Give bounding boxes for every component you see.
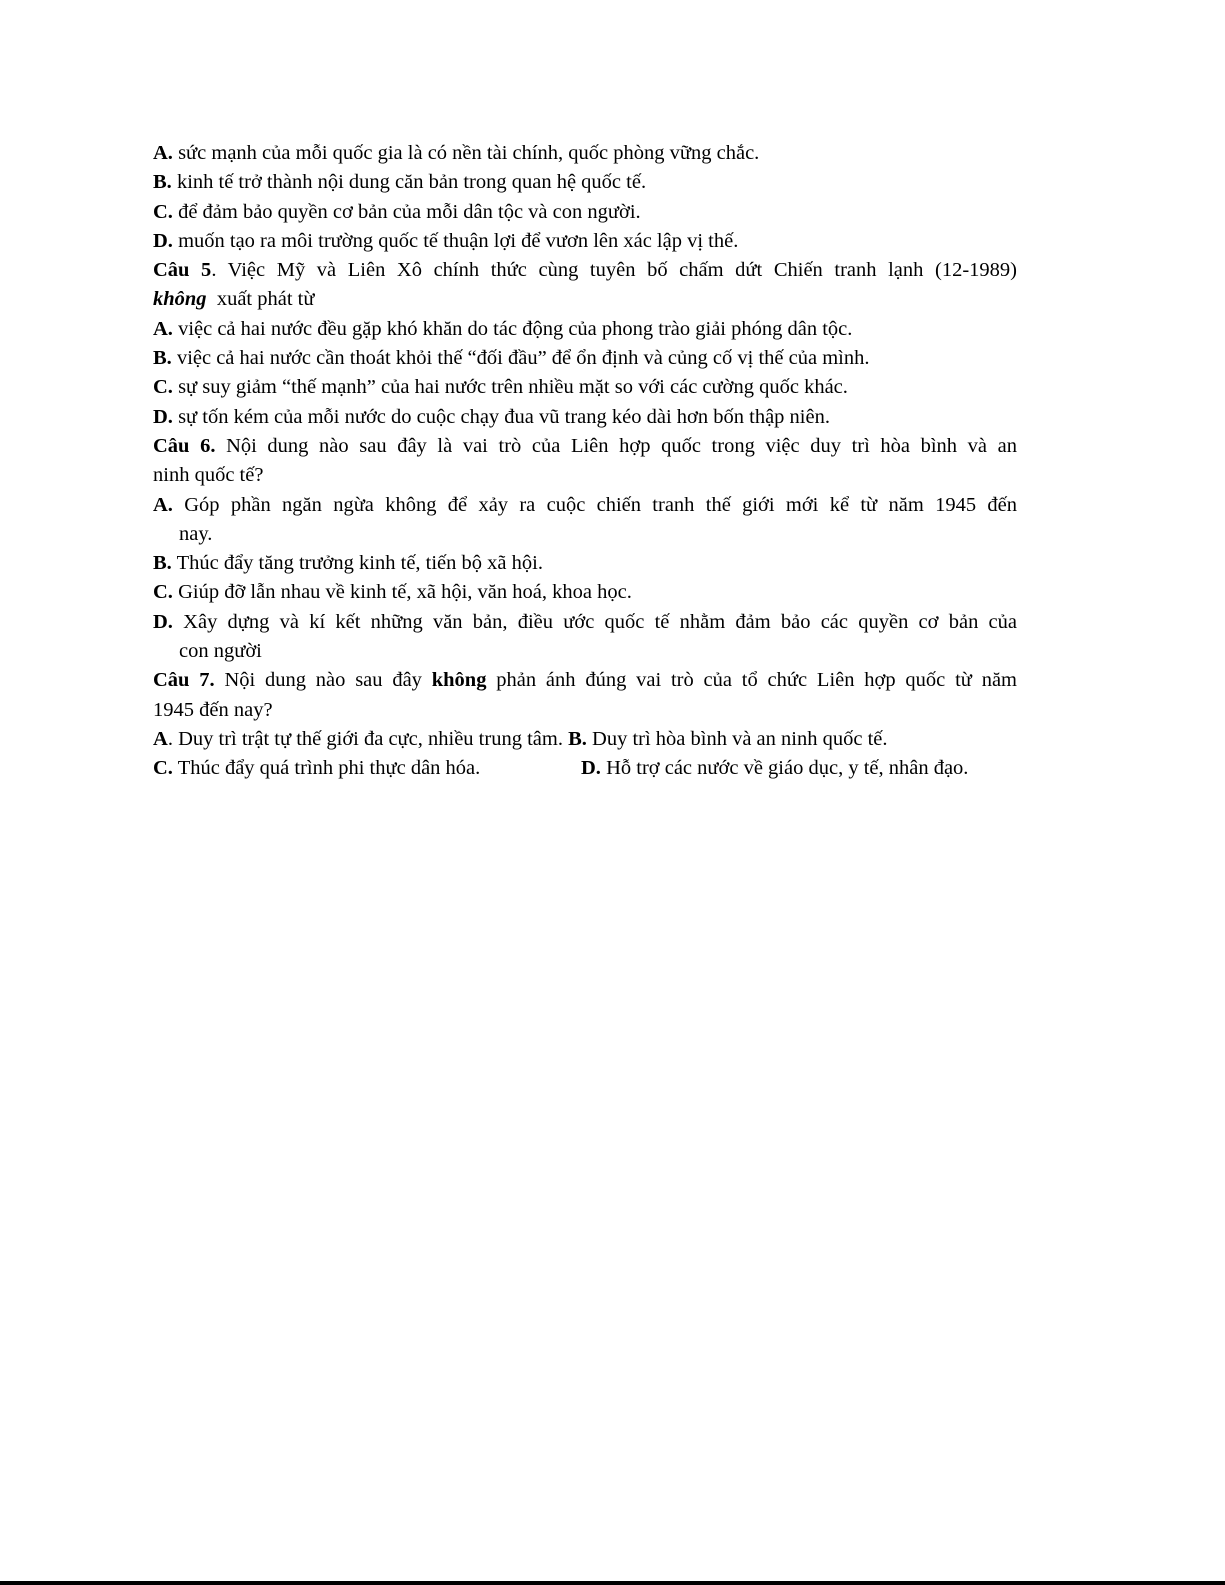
option-text: Thúc đẩy quá trình phi thực dân hóa. xyxy=(172,757,481,780)
q5-option-a xyxy=(153,315,1017,344)
option-letter: B. xyxy=(568,727,587,750)
option-text: sự suy giảm “thế mạnh” của hai nước trên nhiều mặt so với các cường quốc khác. xyxy=(172,376,848,399)
question-stem-text: xuất phát từ xyxy=(206,288,315,311)
option-text: sức mạnh của mỗi quốc gia là có nền tài chính, quốc phòng vững chắc. xyxy=(172,142,760,164)
option-letter: A. xyxy=(153,317,173,340)
q7-options-row-1 xyxy=(153,725,1017,754)
question-stem-text: Nội dung nào sau đây xyxy=(214,669,432,692)
option-text: sự tốn kém của mỗi nước do cuộc chạy đua vũ trang kéo dài hơn bốn thập niên. xyxy=(172,405,830,428)
option-text: Hỗ trợ các nước về giáo dục, y tế, nhân đạo. xyxy=(600,757,969,780)
option-text: Xây dựng và kí kết những văn bản, điều ước quốc tế nhằm đảm bảo các quyền cơ bản của xyxy=(172,610,1017,633)
question-label: Câu 5 xyxy=(153,259,212,282)
option-letter: C. xyxy=(153,376,173,399)
q7-options-row-2 xyxy=(153,754,1017,783)
q6-option-a xyxy=(153,491,1017,520)
q7-stem xyxy=(153,666,1017,695)
q4-option-b xyxy=(153,168,1017,197)
page-bottom-border xyxy=(0,1581,1225,1585)
option-letter: A. xyxy=(153,493,173,516)
option-letter: D. xyxy=(581,757,601,780)
q4-option-a xyxy=(153,139,1017,168)
question-stem-text: . Việc Mỹ và Liên Xô chính thức cùng tuyên bố chấm dứt Chiến tranh lạnh (12-1989) xyxy=(211,259,1017,282)
question-label: Câu 6. xyxy=(153,434,216,457)
question-label: Câu 7. xyxy=(153,669,215,692)
q5-option-c xyxy=(153,373,1017,402)
option-letter: B. xyxy=(153,347,172,370)
option-letter: C. xyxy=(153,200,173,223)
option-letter: B. xyxy=(153,552,172,575)
q5-stem xyxy=(153,256,1017,285)
option-letter: C. xyxy=(153,581,173,604)
q5-option-d xyxy=(153,403,1017,432)
option-letter: B. xyxy=(153,171,172,194)
option-text: việc cả hai nước đều gặp khó khăn do tác động của phong trào giải phóng dân tộc. xyxy=(172,317,853,340)
q4-option-d xyxy=(153,227,1017,256)
option-text: . Duy trì trật tự thế giới đa cực, nhiều trung tâm. xyxy=(167,727,569,750)
q5-option-b xyxy=(153,344,1017,373)
q6-option-d-continued: con người xyxy=(179,640,262,663)
option-letter: A xyxy=(153,727,168,750)
q6-option-a-continued: nay. xyxy=(179,522,213,545)
option-text: để đảm bảo quyền cơ bản của mỗi dân tộc và con người. xyxy=(172,200,641,223)
option-letter: D. xyxy=(153,229,173,252)
option-text: muốn tạo ra môi trường quốc tế thuận lợi để vươn lên xác lập vị thế. xyxy=(172,229,739,252)
question-stem-text: Nội dung nào sau đây là vai trò của Liên hợp quốc trong việc duy trì hòa bình và an xyxy=(215,434,1017,457)
option-text: Giúp đỡ lẫn nhau về kinh tế, xã hội, văn hoá, khoa học. xyxy=(172,581,632,604)
q6-stem xyxy=(153,432,1017,461)
option-text: Góp phần ngăn ngừa không để xảy ra cuộc chiến tranh thế giới mới kể từ năm 1945 đến xyxy=(172,493,1017,516)
q7-option-d xyxy=(581,754,968,783)
option-text: kinh tế trở thành nội dung căn bản trong quan hệ quốc tế. xyxy=(171,171,647,194)
option-letter: D. xyxy=(153,610,173,633)
option-text: Thúc đẩy tăng trưởng kinh tế, tiến bộ xã hội. xyxy=(171,552,543,575)
option-letter: A. xyxy=(153,142,173,164)
question-stem-text: phản ánh đúng vai trò của tổ chức Liên hợp quốc từ năm xyxy=(486,669,1017,692)
q6-option-d xyxy=(153,608,1017,637)
q7-option-c xyxy=(153,754,581,783)
emphasis-word: không xyxy=(431,669,487,692)
q5-stem-continued xyxy=(153,285,1017,314)
option-text: việc cả hai nước cần thoát khỏi thế “đối đầu” để ổn định và củng cố vị thế của mình. xyxy=(171,347,870,370)
emphasis-word: không xyxy=(153,288,207,311)
option-letter: C. xyxy=(153,757,173,780)
option-text: Duy trì hòa bình và an ninh quốc tế. xyxy=(586,727,888,750)
option-letter: D. xyxy=(153,405,173,428)
q7-stem-continued: 1945 đến nay? xyxy=(153,698,273,721)
q6-option-c xyxy=(153,578,1017,607)
q6-option-b xyxy=(153,549,1017,578)
exam-page-content xyxy=(153,139,1017,784)
q4-option-c xyxy=(153,198,1017,227)
q6-stem-continued: ninh quốc tế? xyxy=(153,464,264,487)
